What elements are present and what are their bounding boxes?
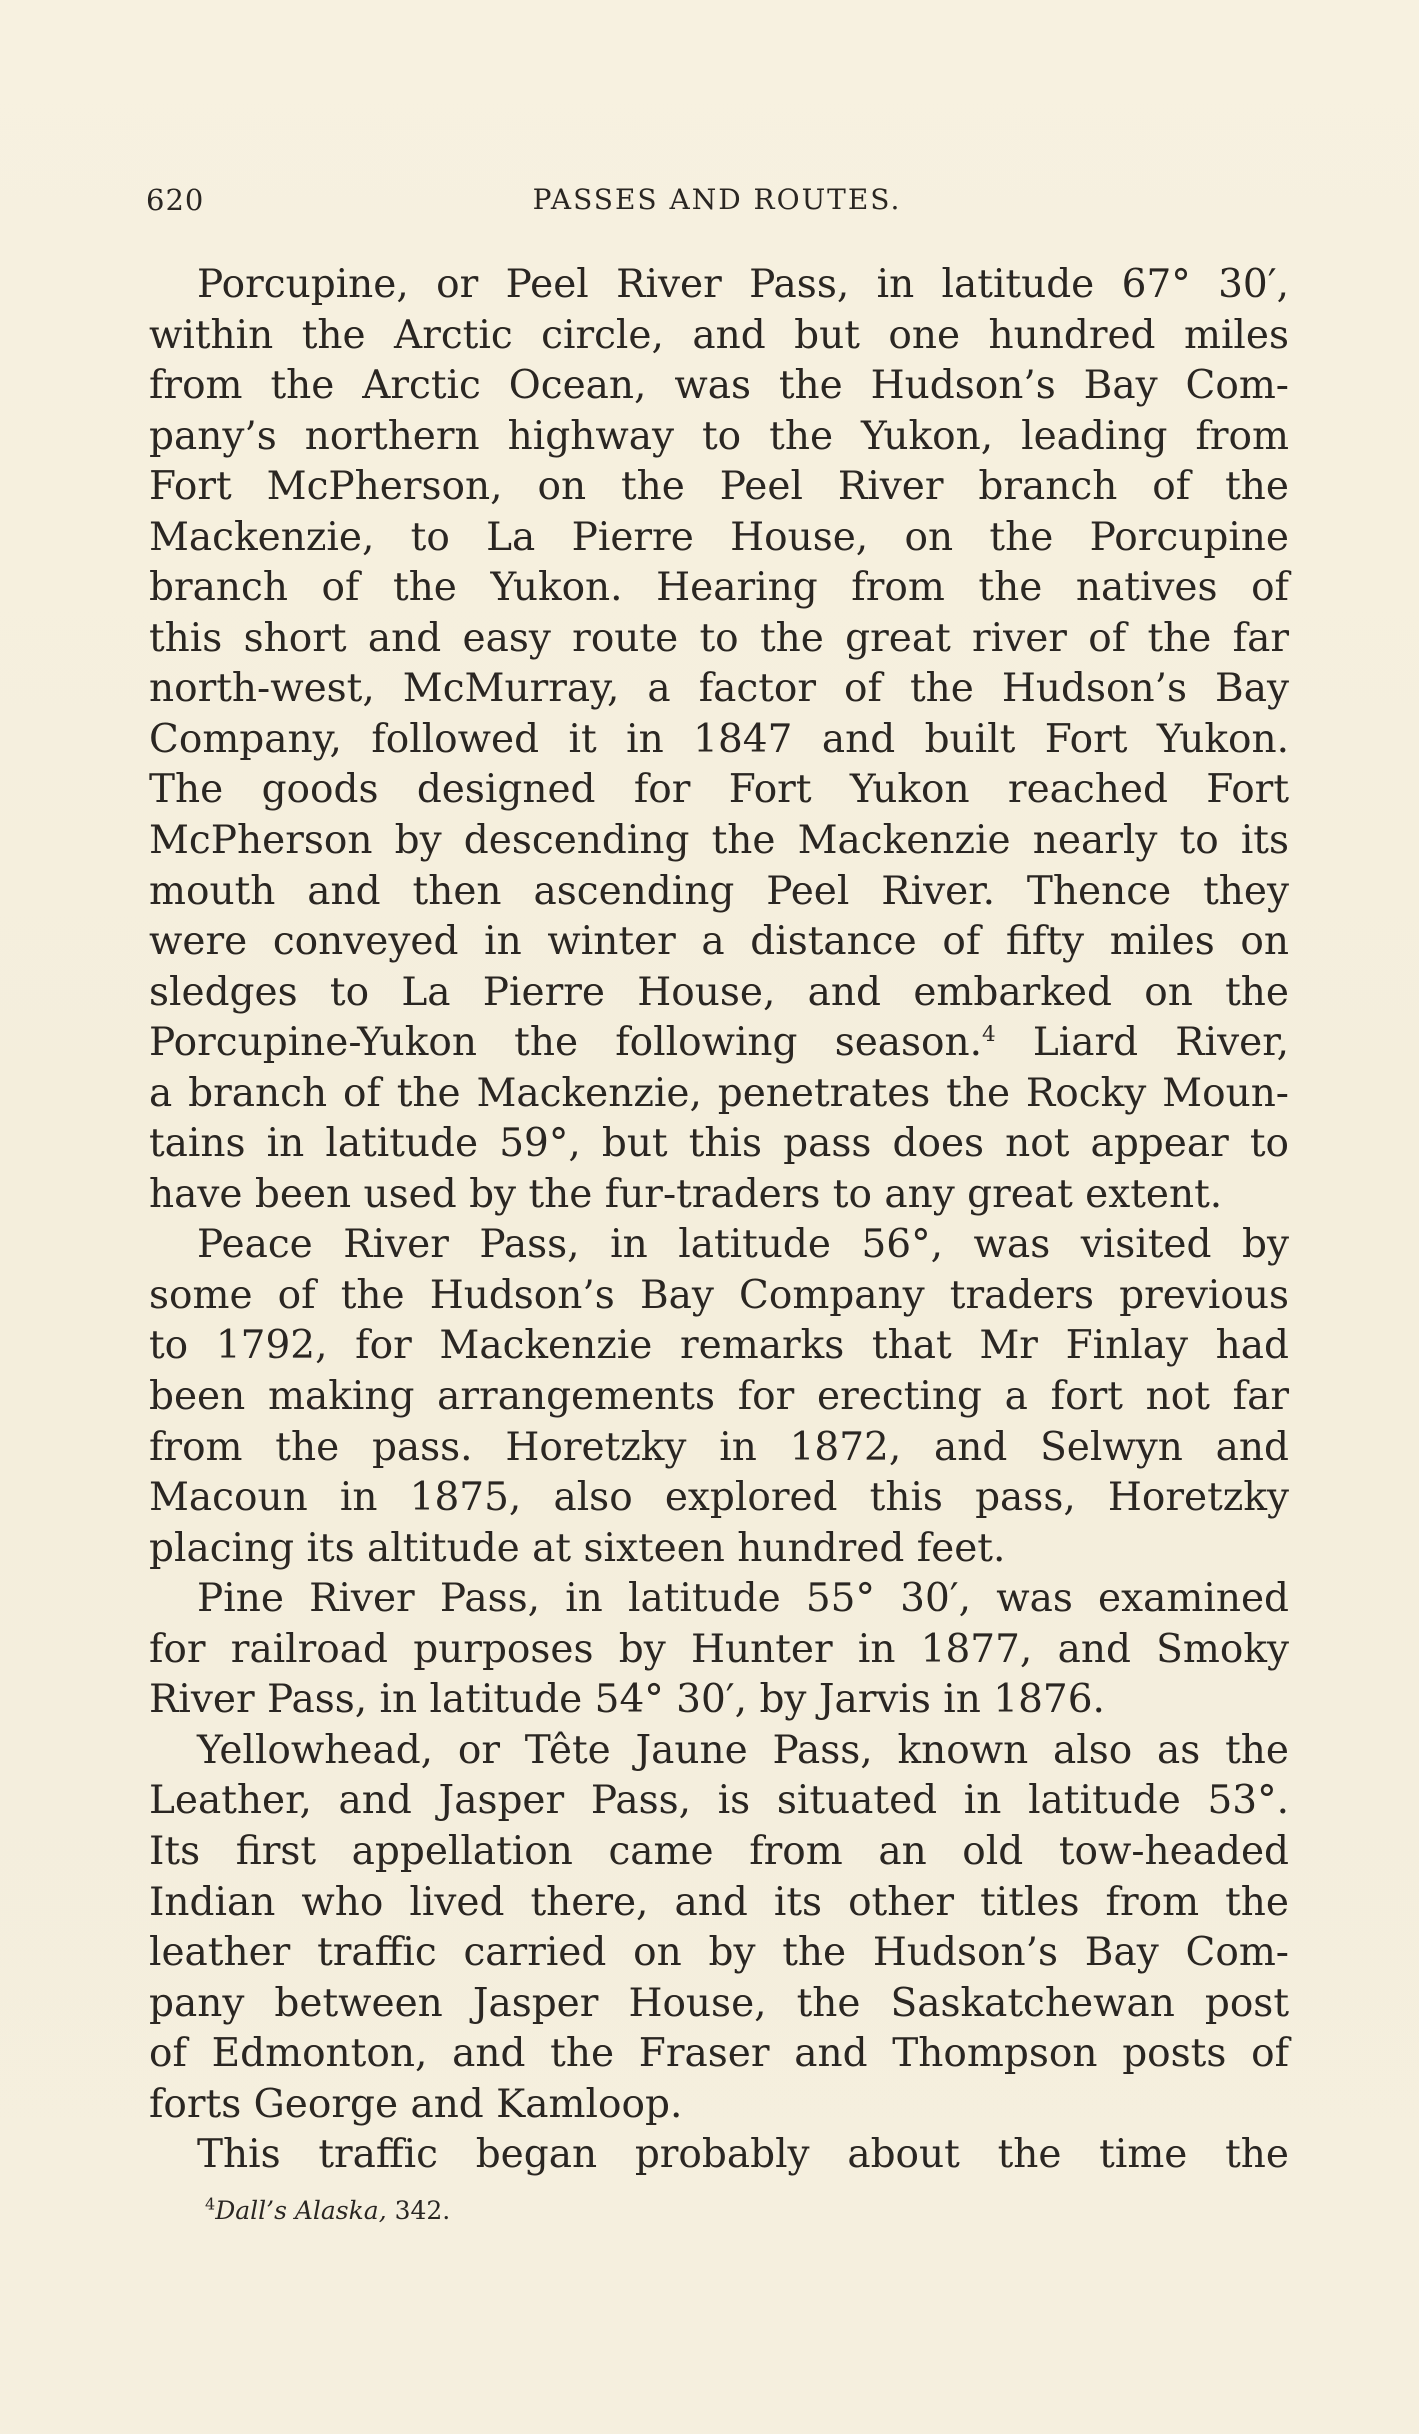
text-line (149, 664, 1289, 715)
text-line (149, 2080, 1289, 2131)
text-line-content: Mackenzie, to La Pierre House, on the Porcupine (149, 514, 1289, 560)
text-line-content: Leather, and Jasper Pass, is situated in latitude 53°. (149, 1778, 1289, 1824)
text-line-content: Yellowhead, or Tête Jaune Pass, known also as the (197, 1727, 1289, 1773)
text-line (149, 1524, 1289, 1575)
text-line (149, 2029, 1289, 2080)
text-line-content: placing its altitude at sixteen hundred feet. (149, 1525, 1006, 1571)
text-line-content: Macoun in 1875, also explored this pass, Horetzky (149, 1475, 1289, 1521)
text-line (149, 361, 1289, 412)
text-line-content: for railroad purposes by Hunter in 1877, and Smoky (149, 1626, 1289, 1672)
text-line (149, 1220, 1289, 1271)
text-line (149, 816, 1289, 867)
text-line-content: Porcupine, or Peel River Pass, in latitude 67° 30′, (197, 262, 1289, 307)
text-line-content: forts George and Kamloop. (149, 2081, 683, 2127)
text-line-content: this short and easy route to the great river of the far (149, 615, 1289, 661)
text-line-content: Company, followed it in 1847 and built Fort Yukon. (149, 716, 1289, 762)
text-line (149, 614, 1289, 665)
text-line (149, 867, 1289, 918)
text-line (149, 1321, 1289, 1372)
text-line (149, 462, 1289, 513)
text-line (149, 715, 1289, 766)
text-line (149, 1726, 1289, 1777)
text-line-content: leather traffic carried on by the Hudson’s Bay Com- (149, 1930, 1289, 1976)
footnote-title: Dall’s Alaska, (215, 2196, 387, 2225)
text-line-content: mouth and then ascending Peel River. Thence they (149, 868, 1289, 914)
footnote (205, 2196, 450, 2225)
text-line-content: River Pass, in latitude 54° 30′, by Jarvis in 1876. (149, 1677, 1105, 1723)
text-line-content: Fort McPherson, on the Peel River branch of the (149, 464, 1289, 510)
text-line-content: This traffic began probably about the time the (197, 2132, 1289, 2178)
text-line-content: pany’s northern highway to the Yukon, leading from (149, 413, 1289, 459)
text-line-content: from the Arctic Ocean, was the Hudson’s Bay Com- (149, 363, 1289, 409)
text-line (149, 1170, 1289, 1221)
footnote-marker: 4 (205, 2194, 216, 2214)
text-line (149, 968, 1289, 1019)
text-line-content: Peace River Pass, in latitude 56°, was visited by (197, 1222, 1289, 1268)
text-line-content: were conveyed in winter a distance of fifty miles on (149, 919, 1289, 965)
text-line (149, 917, 1289, 968)
text-line-content: tains in latitude 59°, but this pass does not appear to (149, 1121, 1289, 1167)
text-line (149, 1423, 1289, 1474)
text-line-content: sledges to La Pierre House, and embarked on the (149, 969, 1289, 1015)
text-line-content: north-west, McMurray, a factor of the Hudson’s Bay (149, 666, 1289, 712)
text-line (149, 1776, 1289, 1827)
text-line-content: Indian who lived there, and its other titles from the (149, 1879, 1289, 1925)
text-line (149, 1372, 1289, 1423)
text-line (149, 311, 1289, 362)
text-line-continuation: Liard River, (995, 1020, 1289, 1066)
text-line (149, 1473, 1289, 1524)
text-line (149, 765, 1289, 816)
text-line (149, 1119, 1289, 1170)
text-line (149, 1069, 1289, 1120)
text-line-content: from the pass. Horetzky in 1872, and Selwyn and (149, 1424, 1289, 1470)
text-line (149, 1574, 1289, 1625)
text-line (149, 412, 1289, 463)
text-line-content: been making arrangements for erecting a fort not far (149, 1374, 1289, 1420)
text-line (149, 1979, 1289, 2030)
body-text (149, 260, 1289, 2181)
text-line-content: McPherson by descending the Mackenzie nearly to its (149, 818, 1289, 864)
page-header (146, 183, 1288, 223)
text-line (149, 513, 1289, 564)
text-line (149, 1675, 1289, 1726)
text-line (149, 1625, 1289, 1676)
footnote-page: 342. (386, 2196, 451, 2225)
text-line-content: of Edmonton, and the Fraser and Thompson posts of (149, 2031, 1289, 2077)
text-line-content: to 1792, for Mackenzie remarks that Mr Finlay had (149, 1323, 1289, 1369)
text-line (149, 1928, 1289, 1979)
footnote-reference: 4 (982, 1022, 996, 1048)
text-line (149, 1878, 1289, 1929)
text-line (149, 260, 1289, 311)
text-line (149, 1827, 1289, 1878)
running-title: PASSES AND ROUTES. (532, 183, 902, 216)
text-line-content: have been used by the fur-traders to any great extent. (149, 1171, 1223, 1217)
text-line-content: Porcupine-Yukon the following season. (149, 1020, 983, 1066)
text-line-content: Pine River Pass, in latitude 55° 30′, was examined (197, 1576, 1289, 1622)
text-line (149, 2130, 1289, 2181)
text-line-content: pany between Jasper House, the Saskatchewan post (149, 1980, 1289, 2026)
text-line (149, 1018, 1289, 1069)
text-line-content: a branch of the Mackenzie, penetrates the Rocky Moun- (149, 1070, 1289, 1116)
text-line-content: The goods designed for Fort Yukon reached Fort (149, 767, 1289, 813)
text-line-content: some of the Hudson’s Bay Company traders previous (149, 1272, 1289, 1318)
text-line-content: Its first appellation came from an old tow-headed (149, 1828, 1289, 1874)
text-line (149, 1271, 1289, 1322)
text-line-content: within the Arctic circle, and but one hundred miles (149, 312, 1289, 358)
page-number: 620 (146, 183, 205, 217)
text-line (149, 563, 1289, 614)
text-line-content: branch of the Yukon. Hearing from the natives of (149, 565, 1289, 611)
